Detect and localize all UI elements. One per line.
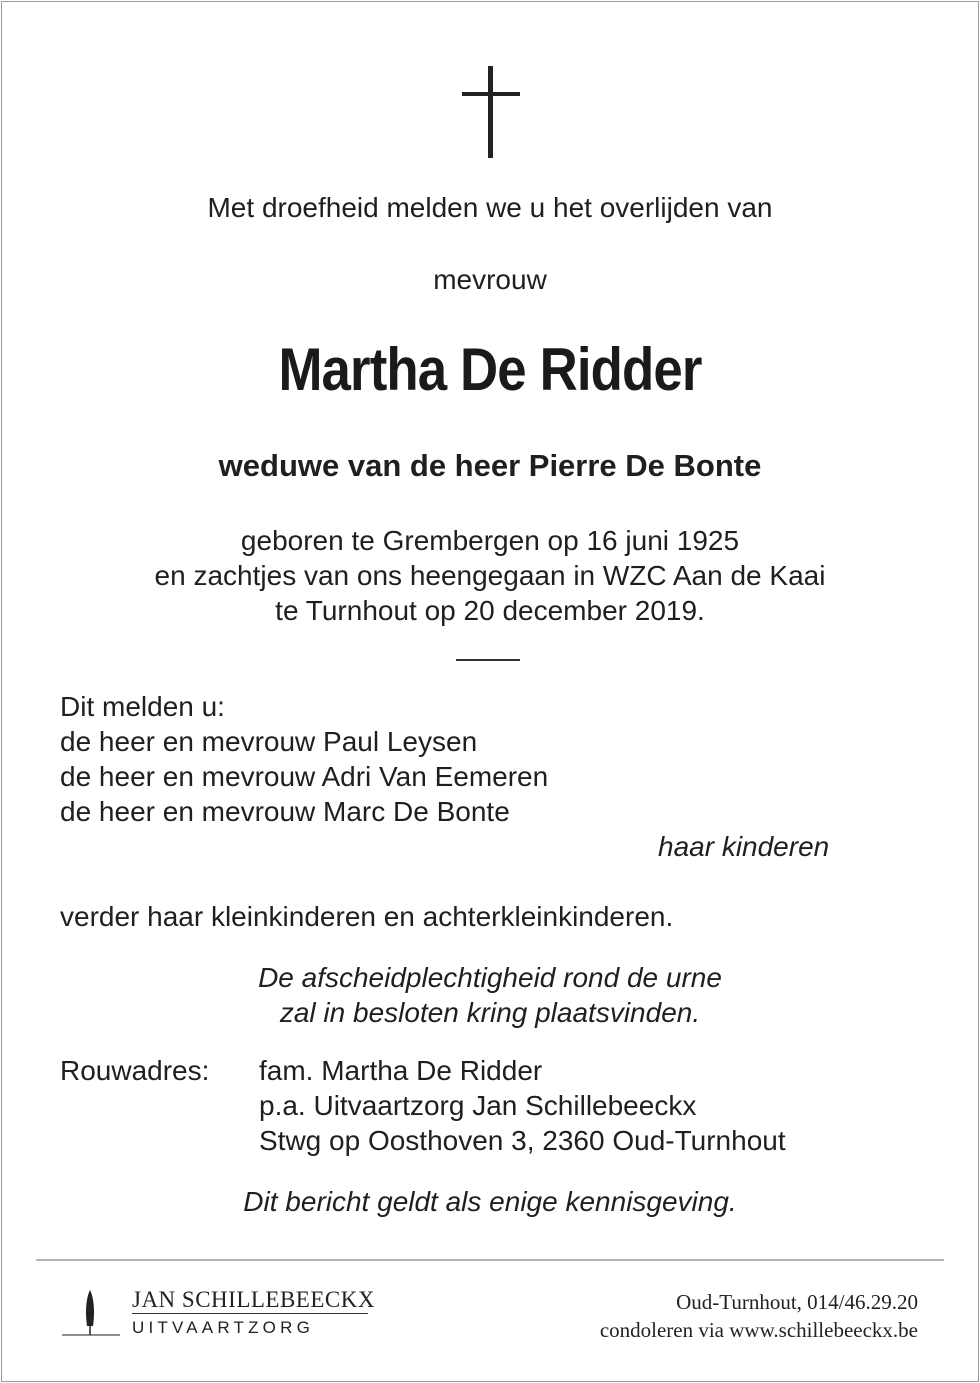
birth-line: geboren te Grembergen op 16 juni 1925 (240, 525, 740, 556)
closing-notice: Dit bericht geldt als enige kennisgeving. (243, 1186, 737, 1217)
intro-text: Met droefheid melden we u het overlijden van (207, 192, 773, 223)
ceremony-line: zal in besloten kring plaatsvinden. (279, 997, 701, 1028)
announcer-item: de heer en mevrouw Paul Leysen (60, 726, 478, 757)
ceremony-line: De afscheidplechtigheid rond de urne (258, 962, 722, 993)
address-line: p.a. Uitvaartzorg Jan Schillebeeckx (259, 1090, 697, 1121)
title-prefix: mevrouw (433, 264, 547, 295)
logo-divider (132, 1313, 368, 1314)
contact-line: Oud-Turnhout, 014/46.29.20 (676, 1290, 918, 1314)
footer-divider (36, 1259, 944, 1261)
footer-contact (600, 1288, 918, 1344)
announcer-item: de heer en mevrouw Marc De Bonte (60, 796, 510, 827)
address-block (259, 1053, 786, 1158)
deceased-name: Martha De Ridder (278, 336, 702, 403)
death-place-line: te Turnhout op 20 december 2019. (275, 595, 705, 626)
widow-of: weduwe van de heer Pierre De Bonte (218, 448, 762, 483)
separator (456, 659, 520, 661)
company-subtitle: UITVAARTZORG (132, 1318, 315, 1337)
relation-label: haar kinderen (658, 831, 830, 862)
announcers-block (60, 689, 548, 829)
death-line: en zachtjes van ons heengegaan in WZC Aan de Kaai (154, 560, 826, 591)
announcer-item: de heer en mevrouw Adri Van Eemeren (60, 761, 549, 792)
cross-icon (462, 66, 520, 158)
company-name: JAN SCHILLEBEECKX (132, 1287, 375, 1312)
condolence-link[interactable]: condoleren via www.schillebeeckx.be (599, 1318, 918, 1342)
announcers-heading: Dit melden u: (60, 691, 225, 722)
ceremony-block (0, 960, 980, 1030)
address-label: Rouwadres: (60, 1055, 210, 1086)
address-line: fam. Martha De Ridder (259, 1055, 543, 1086)
birth-death-block (0, 523, 980, 628)
address-line: Stwg op Oosthoven 3, 2360 Oud-Turnhout (259, 1125, 786, 1156)
cypress-tree-icon (62, 1288, 120, 1338)
further-relatives: verder haar kleinkinderen en achterkleinkinderen. (60, 901, 674, 932)
